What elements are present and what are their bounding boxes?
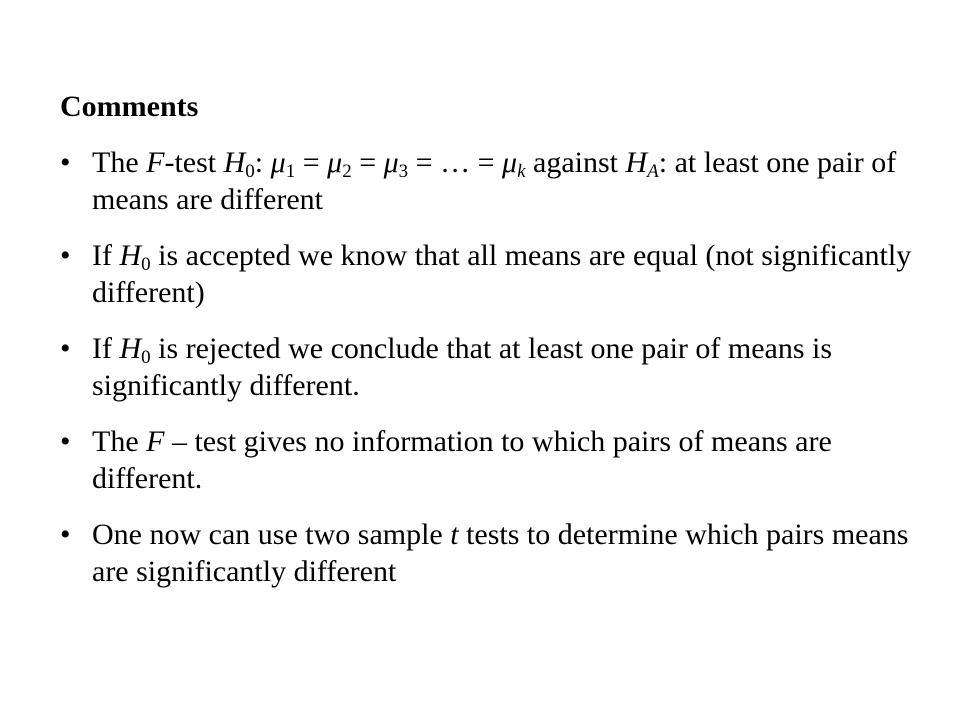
bullet-marker: • [60,146,71,179]
slide-heading: Comments [60,90,199,123]
bullet-text: If $H_0$ is accepted we know that all means are equal (not significantly different) [92,239,912,309]
bullet-marker: • [60,425,71,458]
bullet-h0-rejected [60,330,940,404]
bullet-text: The F – test gives no information to which pairs of means are different. [92,425,832,495]
bullet-two-sample-t-tests [60,516,940,590]
bullet-h0-accepted [60,237,940,311]
bullet-list [60,144,940,609]
bullet-text: One now can use two sample t tests to determine which pairs means are significantly different [92,518,909,588]
bullet-marker: • [60,332,71,365]
bullet-marker: • [60,518,71,551]
bullet-marker: • [60,239,71,272]
bullet-text: The F-test $H_0$: $\mu_1 = \mu_2 = \mu_3$ = … = $\mu_k$ against $H_A$: at least one pair of means are different [92,146,897,216]
bullet-f-test-no-info [60,423,940,497]
bullet-text: If $H_0$ is rejected we conclude that at least one pair of means is significantly different. [92,332,833,402]
bullet-f-test-hypotheses [60,144,940,218]
